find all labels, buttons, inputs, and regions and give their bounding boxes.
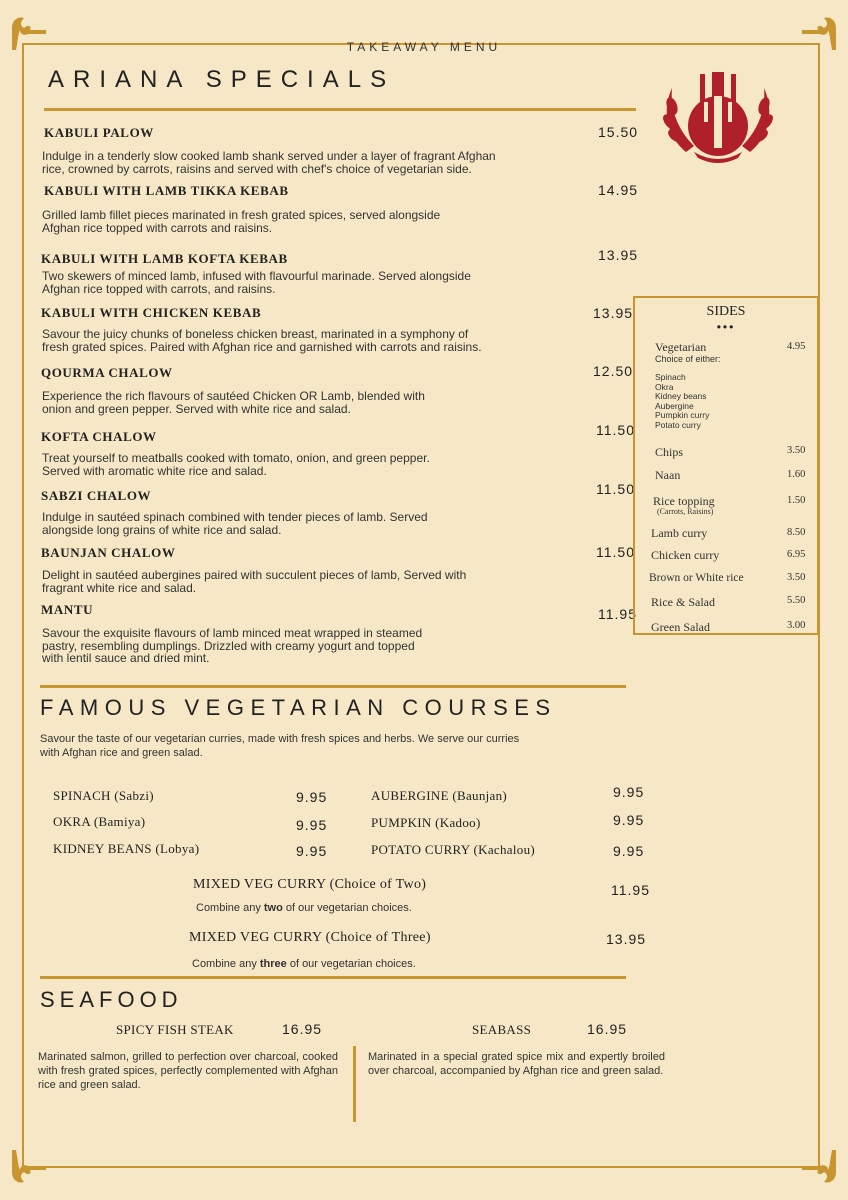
dish-price: 12.50 [593, 363, 634, 379]
ornament-corner-icon [10, 1148, 48, 1186]
veg-price: 9.95 [613, 843, 645, 859]
dish-price: 14.95 [598, 182, 639, 198]
dish-description: Experience the rich flavours of sautéed Chicken OR Lamb, blended with onion and green pepper. Served with white rice and salad. [42, 389, 425, 416]
side-name: Vegetarian [655, 340, 707, 354]
mixed-veg-price: 13.95 [606, 931, 647, 947]
dish-description: Treat yourself to meatballs cooked with tomato, onion, and green pepper. Served with aromatic white rice and salad. [42, 451, 430, 478]
side-options: Spinach Okra Kidney beans Aubergine Pumpkin curry Potato curry [655, 372, 710, 430]
veg-price: 9.95 [613, 812, 645, 828]
side-price: 3.50 [787, 445, 806, 456]
sides-title: SIDES [706, 304, 746, 319]
dish-price: 11.50 [596, 544, 635, 560]
side-name: Naan [655, 468, 681, 482]
divider [40, 976, 626, 979]
side-name: Rice & Salad [651, 595, 715, 609]
dish-price: 11.95 [598, 606, 637, 622]
dish-name: QOURMA CHALOW [41, 365, 173, 380]
side-price: 5.50 [787, 595, 806, 606]
dish-price: 13.95 [598, 247, 639, 263]
menu-kicker: TAKEAWAY MENU [346, 40, 502, 54]
side-price: 8.50 [787, 527, 806, 538]
dish-name: KABULI WITH LAMB TIKKA KEBAB [44, 183, 289, 198]
veg-price: 9.95 [613, 784, 645, 800]
mixed-veg-name: MIXED VEG CURRY (Choice of Two) [193, 877, 427, 892]
divider [40, 685, 626, 688]
seafood-price: 16.95 [282, 1021, 323, 1037]
veg-name: KIDNEY BEANS (Lobya) [53, 841, 200, 856]
side-name: Rice topping [653, 494, 715, 508]
veg-name: PUMPKIN (Kadoo) [371, 815, 481, 830]
seafood-description: Marinated in a special grated spice mix and expertly broiled over charcoal, accompanied by Afghan rice and green salad. [368, 1051, 665, 1077]
dish-description: Two skewers of minced lamb, infused with flavourful marinade. Served alongside Afghan rice topped with carrots, and raisins. [42, 269, 471, 296]
veg-name: SPINACH (Sabzi) [53, 788, 154, 803]
side-name: Chips [655, 445, 684, 459]
mixed-veg-price: 11.95 [611, 882, 650, 898]
divider [44, 108, 636, 111]
section-title: SEAFOOD [40, 987, 183, 1012]
section-title: FAMOUS VEGETARIAN COURSES [40, 695, 557, 720]
veg-price: 9.95 [296, 817, 328, 833]
side-name: Lamb curry [651, 526, 708, 540]
side-price: 1.60 [787, 469, 806, 480]
side-price: 1.50 [787, 495, 806, 506]
section-intro: Savour the taste of our vegetarian curries, made with fresh spices and herbs. We serve our curries with Afghan rice and green salad. [40, 733, 520, 759]
dish-name: MANTU [41, 602, 94, 617]
dish-description: Delight in sautéed aubergines paired with succulent pieces of lamb, Served with fragrant white rice and salad. [42, 568, 467, 595]
dish-price: 11.50 [596, 422, 635, 438]
dish-name: KABULI WITH CHICKEN KEBAB [41, 305, 262, 320]
dish-name: KABULI WITH LAMB KOFTA KEBAB [41, 251, 288, 266]
ornament-corner-icon [800, 1148, 838, 1186]
dish-price: 13.95 [593, 305, 634, 321]
veg-name: POTATO CURRY (Kachalou) [371, 842, 536, 857]
restaurant-logo-icon [658, 66, 778, 166]
veg-name: OKRA (Bamiya) [53, 814, 146, 829]
veg-name: AUBERGINE (Baunjan) [371, 788, 508, 803]
dish-price: 11.50 [596, 481, 635, 497]
side-price: 6.95 [787, 549, 806, 560]
mixed-veg-note: Combine any three of our vegetarian choices. [192, 958, 416, 970]
side-price: 3.50 [787, 572, 806, 583]
side-note: Choice of either: [655, 354, 721, 364]
side-price: 4.95 [787, 341, 806, 352]
page-title: ARIANA SPECIALS [48, 66, 396, 93]
side-name: Brown or White rice [649, 572, 744, 584]
side-name: Chicken curry [651, 548, 720, 562]
dish-price: 15.50 [598, 124, 639, 140]
dish-name: BAUNJAN CHALOW [41, 545, 176, 560]
mixed-veg-name: MIXED VEG CURRY (Choice of Three) [189, 930, 431, 945]
dish-description: Indulge in sautéed spinach combined with tender pieces of lamb. Served alongside long grains of white rice and salad. [42, 510, 428, 537]
seafood-price: 16.95 [587, 1021, 628, 1037]
mixed-veg-note: Combine any two of our vegetarian choices. [196, 902, 412, 914]
dish-description: Indulge in a tenderly slow cooked lamb shank served under a layer of fragrant Afghan rice, crowned by carrots, raisins and served with chef's choice of vegetarian side. [42, 149, 496, 176]
side-sub: (Carrots, Raisins) [657, 507, 714, 516]
side-price: 3.00 [787, 620, 806, 631]
veg-price: 9.95 [296, 843, 328, 859]
dish-description: Savour the exquisite flavours of lamb minced meat wrapped in steamed pastry, resembling dumplings. Drizzled with creamy yogurt and topped with lentil sauce and dried mint. [42, 626, 423, 665]
dish-description: Grilled lamb fillet pieces marinated in fresh grated spices, served alongside Afghan rice topped with carrots and raisins. [42, 208, 441, 235]
seafood-name: SPICY FISH STEAK [116, 1022, 234, 1037]
veg-price: 9.95 [296, 789, 328, 805]
dish-name: SABZI CHALOW [41, 488, 152, 503]
seafood-description: Marinated salmon, grilled to perfection over charcoal, cooked with fresh grated spices, perfectly complemented with Afghan rice and green salad. [38, 1051, 338, 1091]
divider [353, 1046, 356, 1122]
dish-name: KABULI PALOW [44, 125, 154, 140]
sides-dots: ••• [716, 320, 736, 334]
sides-box [633, 296, 819, 635]
side-name: Green Salad [651, 620, 710, 634]
dish-name: KOFTA CHALOW [41, 429, 157, 444]
seafood-name: SEABASS [472, 1022, 532, 1037]
dish-description: Savour the juicy chunks of boneless chicken breast, marinated in a symphony of fresh grated spices. Paired with Afghan rice and garnished with carrots and raisins. [42, 327, 482, 354]
